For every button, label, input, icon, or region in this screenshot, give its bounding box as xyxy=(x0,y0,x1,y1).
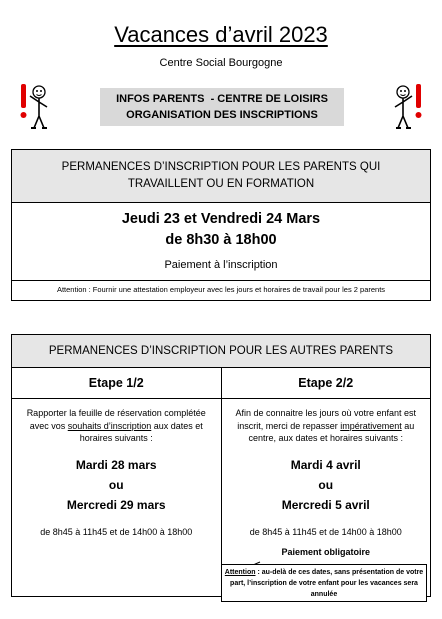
instruction-emphasis: souhaits d’inscription xyxy=(67,420,152,431)
date-option-2: Mercredi 29 mars xyxy=(66,497,166,512)
step-1-column xyxy=(12,368,222,597)
instruction-text: au centre, aux dates et horaires suivants : xyxy=(248,420,415,443)
dates-line-1: Jeudi 23 et Vendredi 24 Mars xyxy=(121,211,321,227)
other-parents-section xyxy=(11,334,431,597)
date-option-2: Mercredi 5 avril xyxy=(281,497,370,512)
date-option-1: Mardi 28 mars xyxy=(75,457,157,472)
step-dates xyxy=(12,455,221,515)
instruction-text: Rapporter la feuille de réservation complétée avec vos xyxy=(26,408,206,431)
instruction-text: Afin de connaitre les jours où votre enfant est inscrit, merci de repasser xyxy=(235,408,417,431)
registration-dates xyxy=(12,209,430,251)
date-or: ou xyxy=(318,477,334,492)
section-header: PERMANENCES D’INSCRIPTION POUR LES AUTRES PARENTS xyxy=(12,335,430,368)
step-title: Etape 2/2 xyxy=(222,368,431,399)
step-hours: de 8h45 à 11h45 et de 14h00 à 18h00 xyxy=(40,526,193,537)
warning-label: Attention xyxy=(224,569,256,576)
step-instructions xyxy=(12,407,221,445)
step-hours: de 8h45 à 11h45 et de 14h00 à 18h00 xyxy=(249,526,402,537)
date-or: ou xyxy=(108,477,124,492)
info-line-1: INFOS PARENTS - CENTRE DE LOISIRS xyxy=(116,93,328,105)
page-title: Vacances d’avril 2023 xyxy=(114,22,328,47)
attention-note: Attention : Fournir une attestation employeur avec les jours et horaires de travail pour les 2 parents xyxy=(12,280,430,300)
dates-line-2: de 8h30 à 18h00 xyxy=(165,232,277,248)
payment-required: Paiement obligatoire xyxy=(281,546,371,557)
cancellation-warning xyxy=(221,564,427,602)
instruction-emphasis: impérativement xyxy=(340,420,402,431)
header-line-2: TRAVAILLENT OU EN FORMATION xyxy=(127,178,315,190)
working-parents-section xyxy=(11,149,431,301)
header-line-1: PERMANENCES D’INSCRIPTION POUR LES PARENTS QUI xyxy=(61,161,381,173)
exclamation-figure-icon xyxy=(18,80,52,132)
date-option-1: Mardi 4 avril xyxy=(290,457,361,472)
payment-note: Paiement à l’inscription xyxy=(164,259,278,271)
info-line-2: ORGANISATION DES INSCRIPTIONS xyxy=(126,109,318,121)
info-banner xyxy=(100,88,344,126)
step-title: Etape 1/2 xyxy=(12,368,221,399)
warning-text: : au-delà de ces dates, sans présentation de votre part, l’inscription de votre enfant pour les vacances sera annulée xyxy=(230,569,424,598)
page-subtitle: Centre Social Bourgogne xyxy=(159,57,283,69)
section-header xyxy=(12,150,430,203)
step-instructions xyxy=(222,407,431,445)
step-dates xyxy=(222,455,431,515)
instruction-text: aux dates et horaires suivants : xyxy=(79,420,203,443)
exclamation-figure-icon xyxy=(390,80,424,132)
